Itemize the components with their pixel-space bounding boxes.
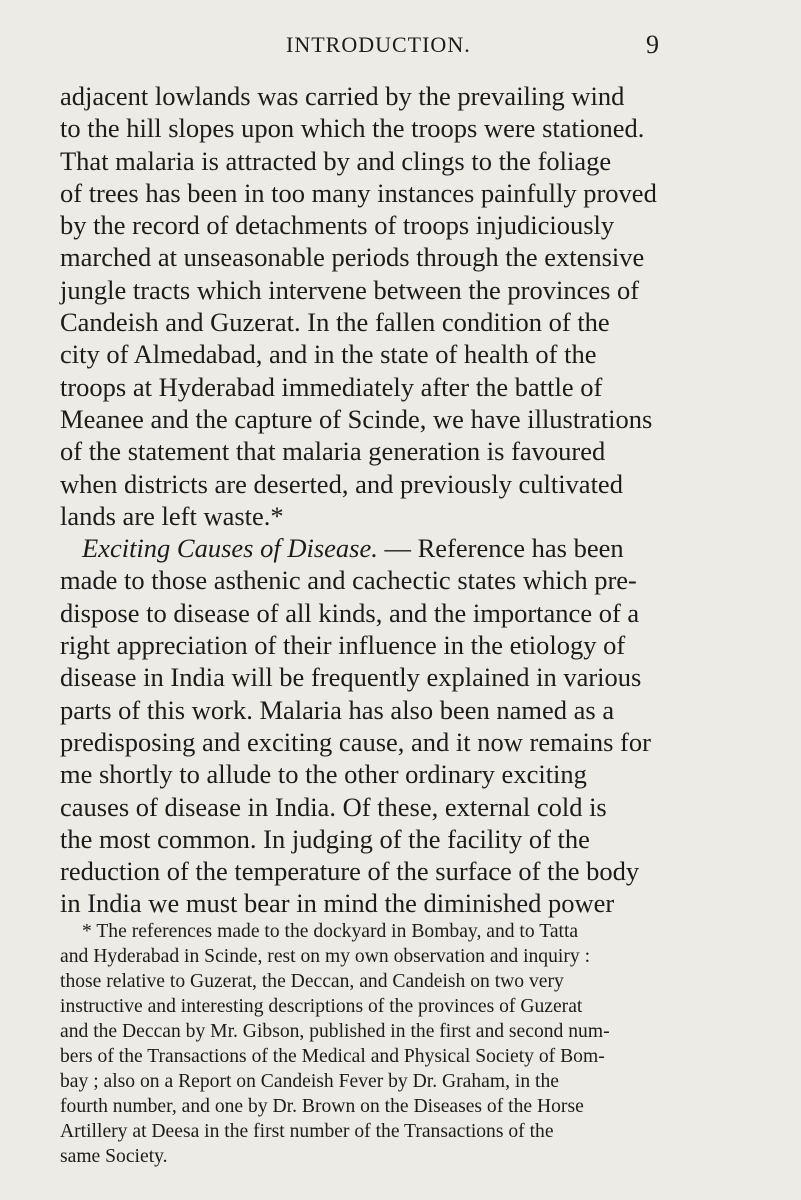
body-line: jungle tracts which intervene between the provinces of — [60, 274, 640, 305]
body-line: That malaria is attracted by and clings to the foliage — [60, 145, 612, 176]
body-line: of trees has been in too many instances painfully proved — [60, 177, 657, 208]
body-line: reduction of the temperature of the surface of the body — [60, 856, 640, 887]
footnote — [60, 919, 790, 1169]
body-line: right appreciation of their influence in the etiology of — [60, 630, 626, 661]
footnote-line: bay ; also on a Report on Candeish Fever by Dr. Graham, in the — [60, 1071, 559, 1093]
body-line: adjacent lowlands was carried by the prevailing wind — [60, 81, 625, 111]
body-line: made to those asthenic and cachectic states which pre- — [60, 565, 637, 596]
section-start-line — [60, 532, 790, 564]
section-first-line-text: — Reference has been — [377, 533, 624, 564]
body-line: Candeish and Guzerat. In the fallen condition of the — [60, 307, 610, 338]
body-line: by the record of detachments of troops injudiciously — [60, 210, 615, 241]
body-line: me shortly to allude to the other ordinary exciting — [60, 759, 587, 790]
footnote-line: * The references made to the dockyard in Bombay, and to Tatta — [82, 921, 579, 942]
body-line: causes of disease in India. Of these, external cold is — [60, 791, 607, 822]
body-line: in India we must bear in mind the diminished power — [60, 888, 615, 919]
body-line: the most common. In judging of the facility of the — [60, 823, 590, 854]
page-header — [0, 30, 801, 70]
body-line: of the statement that malaria generation is favoured — [60, 436, 606, 467]
footnote-line: Artillery at Deesa in the first number of the Transactions of the — [60, 1121, 554, 1143]
body-line: to the hill slopes upon which the troops were stationed. — [60, 113, 645, 144]
footnote-line: those relative to Guzerat, the Deccan, and Candeish on two very — [60, 971, 564, 993]
body-line: parts of this work. Malaria has also been named as a — [60, 694, 615, 725]
section-heading: Exciting Causes of Disease. — [82, 533, 378, 564]
footnote-line: and the Deccan by Mr. Gibson, published in the first and second num- — [60, 1021, 610, 1043]
body-line: lands are left waste.* — [60, 500, 284, 531]
body-line: city of Almedabad, and in the state of health of the — [60, 339, 597, 370]
footnote-line: bers of the Transactions of the Medical and Physical Society of Bom- — [60, 1046, 605, 1068]
footnote-line: instructive and interesting descriptions of the provinces of Guzerat — [60, 996, 583, 1018]
footnote-line: and Hyderabad in Scinde, rest on my own observation and inquiry : — [60, 946, 591, 968]
body-line: disease in India will be frequently explained in various — [60, 662, 642, 693]
body-line: dispose to disease of all kinds, and the importance of a — [60, 597, 640, 628]
body-line: Meanee and the capture of Scinde, we have illustrations — [60, 403, 653, 434]
body-line: marched at unseasonable periods through the extensive — [60, 242, 645, 273]
running-head: INTRODUCTION. — [286, 32, 471, 57]
footnote-line: same Society. — [60, 1146, 168, 1168]
body-line: when districts are deserted, and previously cultivated — [60, 468, 623, 499]
footnote-line: fourth number, and one by Dr. Brown on the Diseases of the Horse — [60, 1096, 584, 1118]
page-number: 9 — [646, 30, 659, 59]
body-text — [60, 80, 790, 920]
body-line: troops at Hyderabad immediately after the battle of — [60, 371, 603, 402]
body-line: predisposing and exciting cause, and it now remains for — [60, 726, 651, 757]
